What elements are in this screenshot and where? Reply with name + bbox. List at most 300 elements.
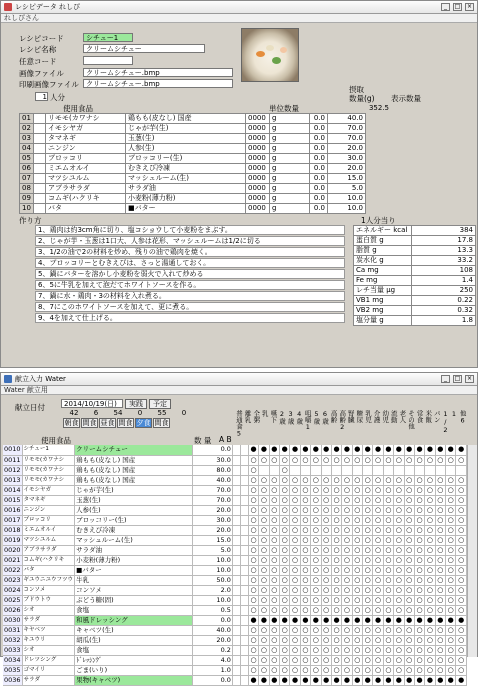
ingredient-grams[interactable]: 70.0 bbox=[328, 134, 366, 144]
diet-check-cell[interactable]: ○ bbox=[383, 535, 393, 545]
diet-check-cell[interactable]: ○ bbox=[394, 535, 404, 545]
ingredient-unit[interactable]: 0000 bbox=[246, 194, 270, 204]
ingredient-unit-suffix[interactable]: g bbox=[270, 174, 310, 184]
menu-row[interactable] bbox=[3, 525, 467, 535]
diet-check-cell[interactable]: ○ bbox=[290, 635, 300, 645]
diet-check-cell[interactable]: ○ bbox=[331, 475, 341, 485]
diet-check-cell[interactable]: ○ bbox=[311, 655, 321, 665]
diet-check-cell[interactable]: ○ bbox=[248, 485, 258, 495]
diet-check-cell[interactable]: ● bbox=[383, 445, 393, 455]
diet-check-cell[interactable]: ○ bbox=[446, 455, 456, 465]
diet-check-cell[interactable]: ○ bbox=[383, 455, 393, 465]
diet-check-cell[interactable]: ○ bbox=[383, 555, 393, 565]
method-step[interactable]: 5、鍋にバターを溶かし小麦粉を弱火で入れて炒める bbox=[35, 269, 345, 279]
diet-check-cell[interactable]: ○ bbox=[383, 585, 393, 595]
menu-row[interactable] bbox=[3, 555, 467, 565]
diet-check-cell[interactable]: ● bbox=[342, 445, 352, 455]
diet-check-cell[interactable]: ○ bbox=[394, 475, 404, 485]
diet-check-cell[interactable]: ○ bbox=[352, 575, 362, 585]
menu-row-b[interactable] bbox=[240, 585, 248, 595]
diet-check-cell[interactable]: ○ bbox=[414, 665, 424, 675]
diet-check-cell[interactable]: ○ bbox=[446, 475, 456, 485]
diet-check-cell[interactable]: ○ bbox=[383, 505, 393, 515]
diet-check-cell[interactable]: ○ bbox=[311, 475, 321, 485]
diet-check-cell[interactable]: ○ bbox=[352, 585, 362, 595]
menu-row-a[interactable] bbox=[232, 455, 240, 465]
diet-check-cell[interactable]: ○ bbox=[342, 665, 352, 675]
diet-check-cell[interactable]: ○ bbox=[446, 485, 456, 495]
diet-check-cell[interactable]: ○ bbox=[352, 545, 362, 555]
menu-row-food[interactable]: コンソメ bbox=[75, 585, 193, 595]
method-step[interactable]: 4、ブロッコリーとむきえびは、さっと湯通しておく。 bbox=[35, 258, 345, 268]
diet-check-cell[interactable]: ○ bbox=[425, 475, 435, 485]
diet-check-cell[interactable]: ○ bbox=[435, 535, 445, 545]
ingredient-unit-suffix[interactable]: g bbox=[270, 194, 310, 204]
diet-check-cell[interactable]: ○ bbox=[311, 525, 321, 535]
diet-check-cell[interactable]: ○ bbox=[363, 545, 373, 555]
diet-check-cell[interactable]: ○ bbox=[331, 525, 341, 535]
diet-check-cell[interactable]: ○ bbox=[363, 555, 373, 565]
diet-check-cell[interactable]: ○ bbox=[311, 555, 321, 565]
diet-check-cell[interactable]: ○ bbox=[321, 585, 331, 595]
diet-check-cell[interactable]: ○ bbox=[435, 555, 445, 565]
diet-check-cell[interactable]: ○ bbox=[383, 645, 393, 655]
menu-row-qty[interactable]: 15.0 bbox=[192, 535, 232, 545]
menu-row[interactable] bbox=[3, 485, 467, 495]
ingredient-qty[interactable]: 0.0 bbox=[310, 164, 328, 174]
diet-check-cell[interactable]: ○ bbox=[446, 535, 456, 545]
menu-row-code[interactable]: ブドウトウ bbox=[22, 595, 75, 605]
menu-titlebar[interactable] bbox=[1, 373, 477, 386]
diet-check-cell[interactable]: ○ bbox=[248, 505, 258, 515]
diet-check-cell[interactable]: ○ bbox=[280, 665, 290, 675]
menu-row-food[interactable]: クリームシチュー bbox=[75, 445, 193, 455]
diet-check-cell[interactable]: ○ bbox=[425, 545, 435, 555]
diet-check-cell[interactable]: ○ bbox=[311, 625, 321, 635]
diet-check-cell[interactable]: ○ bbox=[414, 585, 424, 595]
ingredient-unit-suffix[interactable]: g bbox=[270, 144, 310, 154]
method-step[interactable]: 2、じゃが芋・玉葱は1口大、人参は花形、マッシュルームは1/2に切る bbox=[35, 236, 345, 246]
diet-check-cell[interactable]: ○ bbox=[300, 455, 310, 465]
diet-check-cell[interactable]: ○ bbox=[394, 585, 404, 595]
diet-check-cell[interactable]: ○ bbox=[414, 595, 424, 605]
diet-check-cell[interactable]: ○ bbox=[300, 565, 310, 575]
diet-check-cell[interactable]: ○ bbox=[311, 645, 321, 655]
diet-check-cell[interactable]: ○ bbox=[414, 635, 424, 645]
minimize-icon[interactable]: _ bbox=[441, 375, 450, 383]
diet-check-cell[interactable] bbox=[311, 465, 321, 475]
diet-check-cell[interactable]: ○ bbox=[300, 525, 310, 535]
diet-check-cell[interactable]: ○ bbox=[300, 575, 310, 585]
diet-check-cell[interactable]: ○ bbox=[425, 455, 435, 465]
diet-check-cell[interactable]: ● bbox=[383, 675, 393, 685]
diet-check-cell[interactable]: ○ bbox=[321, 605, 331, 615]
row-selector[interactable] bbox=[34, 204, 46, 214]
diet-check-cell[interactable]: ○ bbox=[311, 455, 321, 465]
menu-row-food[interactable]: サラダ油 bbox=[75, 545, 193, 555]
menu-row-b[interactable] bbox=[240, 555, 248, 565]
ingredient-qty[interactable]: 0.0 bbox=[310, 204, 328, 214]
ingredient-unit[interactable]: 0000 bbox=[246, 154, 270, 164]
menu-row-food[interactable]: 果物(キャベツ) bbox=[75, 675, 193, 685]
diet-check-cell[interactable] bbox=[425, 465, 435, 475]
diet-check-cell[interactable]: ○ bbox=[331, 665, 341, 675]
actual-button[interactable]: 実践 bbox=[125, 399, 147, 409]
diet-check-cell[interactable]: ● bbox=[425, 675, 435, 685]
menu-row-qty[interactable]: 10.0 bbox=[192, 565, 232, 575]
diet-check-cell[interactable]: ○ bbox=[394, 505, 404, 515]
diet-check-cell[interactable]: ○ bbox=[259, 655, 269, 665]
diet-check-cell[interactable]: ○ bbox=[352, 665, 362, 675]
menu-row-code[interactable]: ドレツシング bbox=[22, 655, 75, 665]
diet-check-cell[interactable]: ○ bbox=[290, 655, 300, 665]
diet-check-cell[interactable]: ○ bbox=[248, 455, 258, 465]
method-step[interactable]: 9、4を加えて仕上げる。 bbox=[35, 313, 345, 323]
diet-check-cell[interactable]: ○ bbox=[290, 535, 300, 545]
menu-row-food[interactable]: マッシュルーム(生) bbox=[75, 535, 193, 545]
menu-row-code[interactable]: イモシヤガ bbox=[22, 485, 75, 495]
diet-check-cell[interactable]: ○ bbox=[280, 555, 290, 565]
diet-check-cell[interactable]: ● bbox=[290, 675, 300, 685]
diet-check-cell[interactable]: ○ bbox=[331, 455, 341, 465]
menu-row-qty[interactable]: 0.0 bbox=[192, 675, 232, 685]
diet-check-cell[interactable]: ○ bbox=[300, 625, 310, 635]
diet-check-cell[interactable]: ○ bbox=[414, 605, 424, 615]
diet-check-cell[interactable]: ○ bbox=[404, 565, 414, 575]
diet-check-cell[interactable]: ○ bbox=[331, 515, 341, 525]
menu-row-code[interactable]: タマネギ bbox=[22, 495, 75, 505]
diet-check-cell[interactable]: ○ bbox=[456, 625, 467, 635]
diet-check-cell[interactable]: ○ bbox=[352, 565, 362, 575]
diet-check-cell[interactable]: ○ bbox=[280, 635, 290, 645]
menu-row-a[interactable] bbox=[232, 535, 240, 545]
ingredient-name[interactable]: むきえび冷凍 bbox=[126, 164, 246, 174]
ingredient-grams[interactable]: 5.0 bbox=[328, 184, 366, 194]
diet-check-cell[interactable]: ○ bbox=[435, 475, 445, 485]
diet-check-cell[interactable]: ○ bbox=[394, 575, 404, 585]
diet-check-cell[interactable]: ○ bbox=[300, 595, 310, 605]
diet-check-cell[interactable]: ○ bbox=[404, 475, 414, 485]
menu-row-qty[interactable]: 4.0 bbox=[192, 655, 232, 665]
close-icon[interactable]: × bbox=[466, 375, 473, 382]
diet-check-cell[interactable]: ○ bbox=[280, 605, 290, 615]
diet-check-cell[interactable]: ○ bbox=[456, 585, 467, 595]
diet-check-cell[interactable]: ○ bbox=[321, 565, 331, 575]
diet-check-cell[interactable]: ○ bbox=[311, 605, 321, 615]
diet-check-cell[interactable]: ○ bbox=[259, 495, 269, 505]
diet-check-cell[interactable]: ○ bbox=[404, 575, 414, 585]
diet-check-cell[interactable]: ○ bbox=[331, 495, 341, 505]
diet-check-cell[interactable]: ○ bbox=[321, 665, 331, 675]
diet-check-cell[interactable]: ○ bbox=[363, 585, 373, 595]
menu-row-b[interactable] bbox=[240, 495, 248, 505]
diet-check-cell[interactable]: ○ bbox=[352, 495, 362, 505]
diet-check-cell[interactable] bbox=[269, 465, 279, 475]
menu-row[interactable] bbox=[3, 645, 467, 655]
menu-row-b[interactable] bbox=[240, 625, 248, 635]
diet-check-cell[interactable] bbox=[331, 465, 341, 475]
diet-check-cell[interactable]: ○ bbox=[363, 535, 373, 545]
diet-check-cell[interactable]: ○ bbox=[342, 585, 352, 595]
diet-check-cell[interactable]: ○ bbox=[363, 475, 373, 485]
diet-check-cell[interactable]: ○ bbox=[269, 625, 279, 635]
menu-row-code[interactable]: バタ bbox=[22, 565, 75, 575]
diet-check-cell[interactable]: ○ bbox=[300, 635, 310, 645]
meal-tab[interactable]: 間食 bbox=[82, 419, 97, 427]
ingredient-name[interactable]: サラダ油 bbox=[126, 184, 246, 194]
ingredient-qty[interactable]: 0.0 bbox=[310, 144, 328, 154]
diet-check-cell[interactable]: ○ bbox=[290, 455, 300, 465]
print-image-field[interactable]: クリームシチュー.bmp bbox=[83, 79, 233, 88]
menu-row-qty[interactable]: 70.0 bbox=[192, 495, 232, 505]
diet-check-cell[interactable]: ● bbox=[259, 615, 269, 625]
diet-check-cell[interactable]: ○ bbox=[331, 555, 341, 565]
menu-row-code[interactable]: シオ bbox=[22, 605, 75, 615]
diet-check-cell[interactable]: ● bbox=[280, 445, 290, 455]
diet-check-cell[interactable]: ○ bbox=[363, 665, 373, 675]
diet-check-cell[interactable]: ○ bbox=[363, 525, 373, 535]
ingredient-name[interactable]: じゃが芋(生) bbox=[126, 124, 246, 134]
diet-check-cell[interactable]: ● bbox=[331, 675, 341, 685]
diet-check-cell[interactable]: ○ bbox=[331, 645, 341, 655]
diet-check-cell[interactable]: ○ bbox=[394, 605, 404, 615]
diet-check-cell[interactable]: ○ bbox=[342, 605, 352, 615]
menu-row-qty[interactable]: 40.0 bbox=[192, 625, 232, 635]
diet-check-cell[interactable]: ○ bbox=[425, 605, 435, 615]
ingredient-name[interactable]: マッシュルーム(生) bbox=[126, 174, 246, 184]
ingredient-name[interactable]: 小麦粉(薄力粉) bbox=[126, 194, 246, 204]
diet-check-cell[interactable]: ○ bbox=[352, 525, 362, 535]
menu-row[interactable] bbox=[3, 595, 467, 605]
diet-check-cell[interactable]: ○ bbox=[342, 595, 352, 605]
diet-check-cell[interactable]: ○ bbox=[456, 655, 467, 665]
menu-row-qty[interactable]: 0.0 bbox=[192, 615, 232, 625]
diet-check-cell[interactable]: ○ bbox=[404, 665, 414, 675]
diet-check-cell[interactable]: ○ bbox=[404, 545, 414, 555]
ingredient-code[interactable]: コムギ(ハクリキ bbox=[46, 194, 126, 204]
diet-check-cell[interactable] bbox=[414, 465, 424, 475]
plan-button[interactable]: 予定 bbox=[149, 399, 171, 409]
diet-check-cell[interactable]: ○ bbox=[456, 605, 467, 615]
ingredient-unit-suffix[interactable]: g bbox=[270, 154, 310, 164]
row-selector[interactable] bbox=[34, 134, 46, 144]
diet-check-cell[interactable]: ○ bbox=[280, 645, 290, 655]
diet-check-cell[interactable]: ○ bbox=[342, 515, 352, 525]
diet-check-cell[interactable]: ○ bbox=[456, 635, 467, 645]
diet-check-cell[interactable]: ○ bbox=[280, 485, 290, 495]
diet-check-cell[interactable]: ○ bbox=[290, 505, 300, 515]
menu-row-qty[interactable]: 0.2 bbox=[192, 645, 232, 655]
ingredient-unit-suffix[interactable]: g bbox=[270, 124, 310, 134]
diet-check-cell[interactable]: ○ bbox=[342, 495, 352, 505]
diet-check-cell[interactable]: ○ bbox=[342, 625, 352, 635]
diet-check-cell[interactable] bbox=[342, 465, 352, 475]
diet-check-cell[interactable] bbox=[259, 465, 269, 475]
diet-check-cell[interactable]: ○ bbox=[425, 655, 435, 665]
diet-check-cell[interactable]: ● bbox=[414, 445, 424, 455]
menu-row[interactable] bbox=[3, 655, 467, 665]
diet-check-cell[interactable]: ○ bbox=[259, 635, 269, 645]
diet-check-cell[interactable]: ○ bbox=[269, 555, 279, 565]
ingredient-code[interactable]: リモモ(カワナシ bbox=[46, 114, 126, 124]
diet-check-cell[interactable]: ○ bbox=[269, 485, 279, 495]
diet-check-cell[interactable]: ○ bbox=[394, 485, 404, 495]
diet-check-cell[interactable]: ● bbox=[446, 615, 456, 625]
diet-check-cell[interactable]: ○ bbox=[383, 635, 393, 645]
diet-check-cell[interactable]: ○ bbox=[383, 495, 393, 505]
diet-check-cell[interactable]: ○ bbox=[394, 545, 404, 555]
diet-check-cell[interactable] bbox=[300, 465, 310, 475]
ingredient-unit[interactable]: 0000 bbox=[246, 184, 270, 194]
ingredient-unit-suffix[interactable]: g bbox=[270, 204, 310, 214]
close-icon[interactable]: × bbox=[466, 3, 473, 10]
diet-check-cell[interactable]: ○ bbox=[373, 635, 383, 645]
diet-check-cell[interactable]: ○ bbox=[404, 535, 414, 545]
diet-check-cell[interactable]: ○ bbox=[311, 565, 321, 575]
diet-check-cell[interactable]: ○ bbox=[352, 595, 362, 605]
diet-check-cell[interactable]: ○ bbox=[373, 605, 383, 615]
menu-row-b[interactable] bbox=[240, 665, 248, 675]
diet-check-cell[interactable]: ○ bbox=[311, 545, 321, 555]
menu-row-b[interactable] bbox=[240, 595, 248, 605]
menu-row-b[interactable] bbox=[240, 525, 248, 535]
diet-check-cell[interactable]: ○ bbox=[446, 575, 456, 585]
menu-row-b[interactable] bbox=[240, 615, 248, 625]
diet-check-cell[interactable]: ○ bbox=[373, 525, 383, 535]
diet-check-cell[interactable]: ● bbox=[456, 615, 467, 625]
diet-check-cell[interactable]: ○ bbox=[269, 475, 279, 485]
menu-row-qty[interactable]: 1.0 bbox=[192, 665, 232, 675]
diet-check-cell[interactable]: ● bbox=[404, 675, 414, 685]
diet-check-cell[interactable]: ○ bbox=[414, 555, 424, 565]
diet-check-cell[interactable]: ○ bbox=[290, 645, 300, 655]
menu-row-a[interactable] bbox=[232, 555, 240, 565]
diet-check-cell[interactable]: ○ bbox=[414, 575, 424, 585]
diet-check-cell[interactable]: ○ bbox=[373, 515, 383, 525]
diet-check-cell[interactable]: ○ bbox=[456, 645, 467, 655]
ingredient-name[interactable]: 玉葱(生) bbox=[126, 134, 246, 144]
diet-check-cell[interactable]: ○ bbox=[414, 645, 424, 655]
diet-check-cell[interactable]: ○ bbox=[394, 645, 404, 655]
diet-check-cell[interactable]: ○ bbox=[414, 545, 424, 555]
diet-check-cell[interactable]: ● bbox=[300, 675, 310, 685]
diet-check-cell[interactable]: ○ bbox=[280, 565, 290, 575]
menu-row[interactable] bbox=[3, 505, 467, 515]
diet-check-cell[interactable]: ○ bbox=[280, 525, 290, 535]
diet-check-cell[interactable]: ○ bbox=[435, 655, 445, 665]
diet-check-cell[interactable]: ○ bbox=[331, 545, 341, 555]
diet-check-cell[interactable]: ○ bbox=[290, 585, 300, 595]
diet-check-cell[interactable]: ○ bbox=[435, 665, 445, 675]
menu-row-b[interactable] bbox=[240, 535, 248, 545]
diet-check-cell[interactable]: ○ bbox=[373, 455, 383, 465]
menu-row[interactable] bbox=[3, 675, 467, 685]
diet-check-cell[interactable]: ○ bbox=[269, 645, 279, 655]
diet-check-cell[interactable]: ○ bbox=[290, 565, 300, 575]
diet-check-cell[interactable]: ○ bbox=[259, 575, 269, 585]
row-selector[interactable] bbox=[34, 194, 46, 204]
diet-check-cell[interactable]: ○ bbox=[342, 475, 352, 485]
menu-row-code[interactable]: ニンジン bbox=[22, 505, 75, 515]
ingredient-qty[interactable]: 0.0 bbox=[310, 154, 328, 164]
diet-check-cell[interactable]: ○ bbox=[446, 525, 456, 535]
diet-check-cell[interactable]: ○ bbox=[352, 485, 362, 495]
diet-check-cell[interactable]: ○ bbox=[280, 655, 290, 665]
code-field[interactable]: シチュー1 bbox=[83, 33, 133, 42]
ingredient-qty[interactable]: 0.0 bbox=[310, 174, 328, 184]
diet-check-cell[interactable]: ○ bbox=[259, 645, 269, 655]
diet-check-cell[interactable]: ○ bbox=[342, 455, 352, 465]
diet-check-cell[interactable]: ● bbox=[248, 675, 258, 685]
diet-check-cell[interactable]: ○ bbox=[363, 515, 373, 525]
diet-check-cell[interactable]: ● bbox=[425, 615, 435, 625]
menu-row-code[interactable]: リモモ(カワナシ bbox=[22, 475, 75, 485]
diet-check-cell[interactable]: ○ bbox=[280, 535, 290, 545]
diet-check-cell[interactable]: ○ bbox=[248, 555, 258, 565]
diet-check-cell[interactable]: ○ bbox=[363, 455, 373, 465]
diet-check-cell[interactable]: ○ bbox=[373, 495, 383, 505]
diet-check-cell[interactable]: ○ bbox=[342, 525, 352, 535]
diet-check-cell[interactable]: ○ bbox=[425, 665, 435, 675]
diet-check-cell[interactable] bbox=[383, 465, 393, 475]
diet-check-cell[interactable]: ● bbox=[248, 445, 258, 455]
diet-check-cell[interactable]: ○ bbox=[269, 655, 279, 665]
method-step[interactable]: 3、1/2の油で2の材料を炒め、残りの油で鶏肉を焼く。 bbox=[35, 247, 345, 257]
diet-check-cell[interactable]: ○ bbox=[331, 505, 341, 515]
menu-row-food[interactable]: じゃが芋(生) bbox=[75, 485, 193, 495]
diet-check-cell[interactable]: ○ bbox=[373, 505, 383, 515]
name-field[interactable]: クリームシチュー bbox=[83, 44, 205, 53]
diet-check-cell[interactable]: ○ bbox=[404, 645, 414, 655]
diet-check-cell[interactable]: ● bbox=[269, 675, 279, 685]
diet-check-cell[interactable]: ○ bbox=[290, 525, 300, 535]
people-field[interactable]: 1 bbox=[35, 92, 48, 101]
diet-check-cell[interactable]: ○ bbox=[352, 625, 362, 635]
diet-check-cell[interactable]: ○ bbox=[394, 515, 404, 525]
diet-check-cell[interactable]: ○ bbox=[425, 565, 435, 575]
ingredient-code[interactable]: バタ bbox=[46, 204, 126, 214]
diet-check-cell[interactable]: ● bbox=[269, 445, 279, 455]
ingredient-unit[interactable]: 0000 bbox=[246, 144, 270, 154]
diet-check-cell[interactable]: ○ bbox=[321, 495, 331, 505]
menu-row-food[interactable]: ブロッコリー(生) bbox=[75, 515, 193, 525]
diet-check-cell[interactable]: ● bbox=[280, 615, 290, 625]
menu-row-food[interactable]: 玉葱(生) bbox=[75, 495, 193, 505]
ingredient-grams[interactable]: 10.0 bbox=[328, 194, 366, 204]
diet-check-cell[interactable]: ○ bbox=[404, 595, 414, 605]
diet-check-cell[interactable]: ○ bbox=[446, 585, 456, 595]
diet-check-cell[interactable]: ○ bbox=[373, 665, 383, 675]
ingredient-grams[interactable]: 20.0 bbox=[328, 164, 366, 174]
diet-check-cell[interactable]: ○ bbox=[352, 505, 362, 515]
diet-check-cell[interactable]: ○ bbox=[435, 495, 445, 505]
diet-check-cell[interactable]: ○ bbox=[248, 625, 258, 635]
diet-check-cell[interactable]: ○ bbox=[414, 535, 424, 545]
diet-check-cell[interactable]: ○ bbox=[446, 555, 456, 565]
diet-check-cell[interactable]: ○ bbox=[456, 525, 467, 535]
menu-row-food[interactable]: 胡瓜(生) bbox=[75, 635, 193, 645]
diet-check-cell[interactable]: ○ bbox=[414, 565, 424, 575]
diet-check-cell[interactable]: ○ bbox=[425, 575, 435, 585]
diet-check-cell[interactable]: ○ bbox=[394, 595, 404, 605]
method-step[interactable]: 8、7にこのホワイトソースを加えて、更に煮る。 bbox=[35, 302, 345, 312]
diet-check-cell[interactable]: ○ bbox=[248, 575, 258, 585]
diet-check-cell[interactable]: ○ bbox=[342, 635, 352, 645]
diet-check-cell[interactable]: ○ bbox=[435, 635, 445, 645]
diet-check-cell[interactable]: ○ bbox=[446, 635, 456, 645]
diet-check-cell[interactable]: ○ bbox=[248, 515, 258, 525]
diet-check-cell[interactable]: ○ bbox=[311, 635, 321, 645]
